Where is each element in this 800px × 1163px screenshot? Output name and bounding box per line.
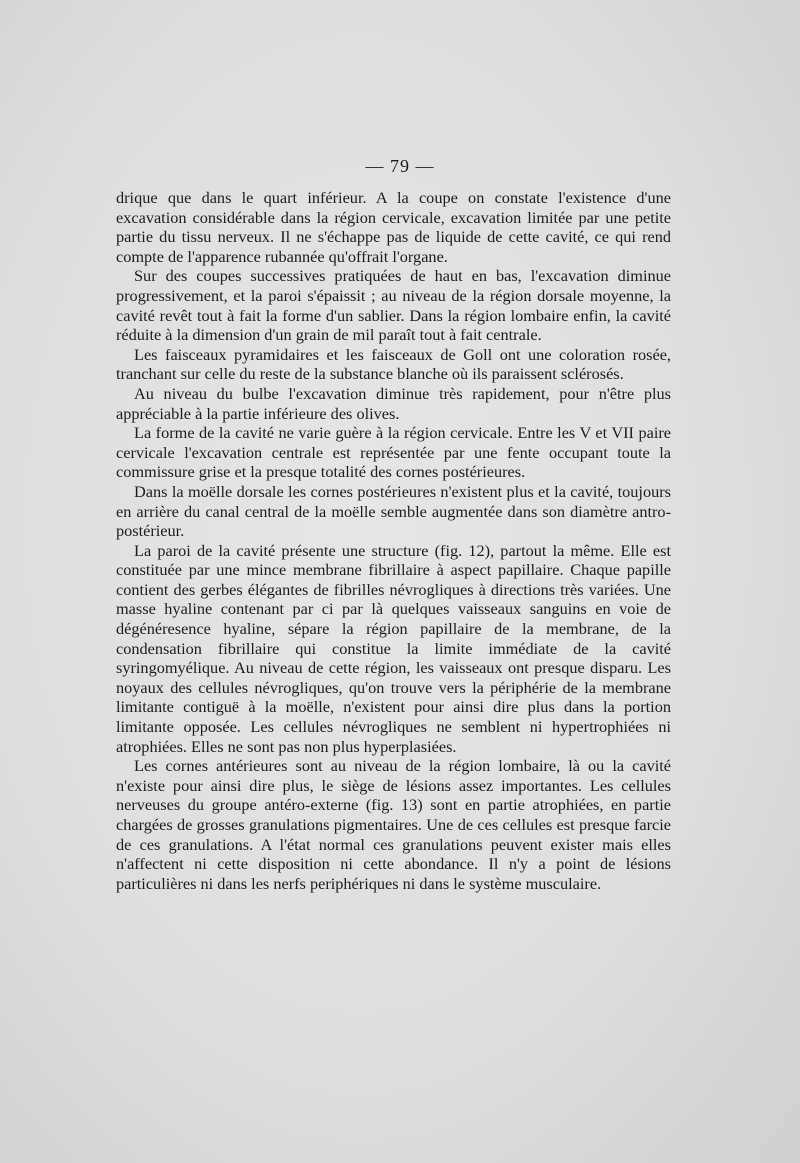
paragraph-4: Au niveau du bulbe l'excavation diminue très rapidement, pour n'être plus appréciable à la partie inférieure des olives. [116, 383, 671, 423]
paragraph-2: Sur des coupes successives pratiquées de haut en bas, l'excavation diminue progressivement, et la paroi s'épaissit ; au niveau de la région dorsale moyenne, la cavité revêt tout à fait la forme d'un sablier. Dans la région lombaire enfin, la cavité réduite à la dimension d'un grain de mil paraît tout à fait centrale. [116, 266, 671, 345]
paragraph-6: Dans la moëlle dorsale les cornes postérieures n'existent plus et la cavité, toujours en arrière du canal central de la moëlle semble augmentée dans son diamètre antro-postérieur. [116, 481, 671, 541]
paragraph-1: drique que dans le quart inférieur. A la coupe on constate l'existence d'une excavation considérable dans la région cervicale, excavation limitée par une petite partie du tissu nerveux. Il ne s'échappe pas de liquide de cette cavité, ce qui rend compte de l'apparence rubannée qu'offrait l'organe. [116, 188, 671, 266]
page-number: — 79 — [365, 156, 435, 176]
paragraph-7: La paroi de la cavité présente une structure (fig. 12), partout la même. Elle est constituée par une mince membrane fibrillaire à aspect papillaire. Chaque papille contient des gerbes élégantes de fibrilles névrogliques à directions très variées. Une masse hyaline contenant par ci par là quelques vaisseaux sanguins en voie de dégénéresence hyaline, sépare la région papillaire de la membrane, de la condensation fibrillaire qui constitue la limite immédiate de la cavité syringomyélique. Au niveau de cette région, les vaisseaux ont presque disparu. Les noyaux des cellules névrogliques, qu'on trouve vers la périphérie de la membrane limitante contiguë à la moëlle, n'existent pour ainsi dire plus dans la portion limitante opposée. Les cellules névrogliques ne semblent ni hypertrophiées ni atrophiées. Elles ne sont pas non plus hyperplasiées. [116, 540, 671, 756]
paragraph-5: La forme de la cavité ne varie guère à la région cervicale. Entre les V et VII paire cervicale l'excavation centrale est représentée par une fente occupant toute la commissure grise et la presque totalité des cornes postérieures. [116, 423, 671, 482]
paragraph-3: Les faisceaux pyramidaires et les faisceaux de Goll ont une coloration rosée, tranchant sur celle du reste de la substance blanche où ils paraissent sclérosés. [116, 344, 671, 384]
paragraph-8: Les cornes antérieures sont au niveau de la région lombaire, là ou la cavité n'existe pour ainsi dire plus, le siège de lésions assez importantes. Les cellules nerveuses du groupe antéro-externe (fig. 13) sont en partie atrophiées, en partie chargées de grosses granulations pigmentaires. Une de ces cellules est presque farcie de ces granulations. A l'état normal ces granulations peuvent exister mais elles n'affectent ni cette disposition ni cette abondance. Il n'y a point de lésions particulières ni dans les nerfs periphériques ni dans le système musculaire. [116, 756, 671, 893]
body-text [116, 188, 671, 893]
